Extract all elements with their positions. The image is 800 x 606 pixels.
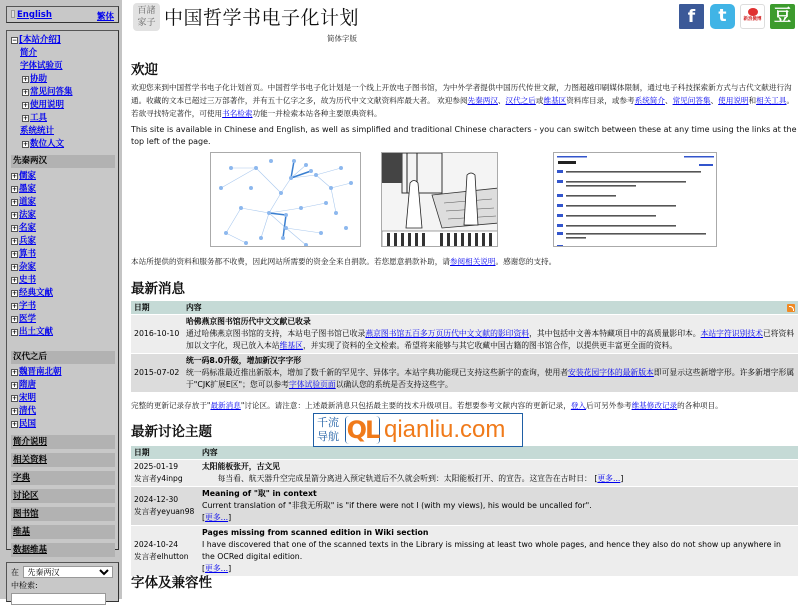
weibo-icon[interactable]: 新浪微博 bbox=[740, 4, 765, 29]
nav-link-dictionary[interactable]: 字典 bbox=[13, 473, 31, 483]
discussion-heading: 最新讨论主题 bbox=[131, 424, 212, 440]
discussion-meta: 2025-01-19 发言者y4inpg bbox=[131, 460, 199, 486]
nav-item-legalism[interactable]: 法家 bbox=[19, 210, 37, 220]
expand-icon[interactable]: + bbox=[23, 115, 29, 122]
donation-info-link[interactable]: 参阅相关说明 bbox=[449, 257, 496, 266]
nav-item-mohism[interactable]: 墨家 bbox=[19, 184, 37, 194]
expand-icon[interactable]: + bbox=[12, 303, 18, 310]
woodblock-illustration-thumbnail[interactable] bbox=[381, 152, 498, 247]
more-link[interactable]: 更多... bbox=[205, 513, 229, 522]
link-system-intro[interactable]: 系统简介 bbox=[634, 96, 665, 105]
news-title: 统一码8.0升级，增加新汉字字形 bbox=[186, 356, 302, 365]
news-date: 2016-10-10 bbox=[131, 315, 183, 353]
news-row bbox=[131, 315, 798, 353]
intro-paragraph-cn: 欢迎您来到中国哲学书电子化计划首页。中国哲学书电子化计划是一个线上开放电子图书馆，为中外学者提供中国历代传世文献，力图超越印刷媒体限制，通过电子科技探索新方式与古代文献进行沟通。收藏的文本已超过三万部著作，并有五十亿字之多，故为历代中文文献资料库最大者。 欢迎参阅先秦两汉、汉代之后或维基区资料库目录，或参考系统简介、常见问答集、使用说明和相关工具。若欲寻找特定著作，可使用书名检索功能一并检索本站各种主要原典资料。 bbox=[131, 83, 795, 118]
facebook-icon[interactable]: f bbox=[679, 4, 704, 29]
site-logo[interactable]: 百諸 家子 bbox=[133, 3, 160, 31]
column-header-content: 内容 bbox=[183, 301, 798, 314]
discussion-row bbox=[131, 526, 798, 576]
nav-item-excavated-texts[interactable]: 出土文献 bbox=[19, 327, 54, 337]
nav-item-miscellaneous[interactable]: 杂家 bbox=[19, 262, 37, 272]
nav-item-statistics[interactable]: 系统统计 bbox=[20, 126, 55, 136]
nav-item-classics[interactable]: 经典文献 bbox=[19, 288, 54, 298]
discussion-row bbox=[131, 460, 798, 486]
discussion-content: Pages missing from scanned edition in Wiki section I have discovered that one of the scanned texts in the Library is missing at least two whole pages, and hence they also do not show up anywhere in the OCRed digital edition. [更多...] bbox=[199, 526, 798, 576]
discussion-meta: 2024-12-30 发言者yeyuan98 bbox=[131, 487, 199, 525]
expand-icon[interactable]: + bbox=[12, 395, 18, 402]
nav-link-resources[interactable]: 相关资料 bbox=[13, 455, 48, 465]
nav-intro-header[interactable]: [本站介绍] bbox=[19, 35, 61, 45]
expand-icon[interactable]: + bbox=[12, 421, 18, 428]
font-test-page-link[interactable]: 字体试验页面 bbox=[288, 380, 336, 389]
expand-icon[interactable]: + bbox=[12, 369, 18, 376]
expand-icon[interactable]: + bbox=[23, 102, 29, 109]
discussion-title: Meaning of "取" in context bbox=[202, 489, 317, 498]
expand-icon[interactable]: + bbox=[12, 277, 18, 284]
nav-link-library[interactable]: 图书馆 bbox=[13, 509, 39, 519]
column-header-content: 内容 bbox=[199, 446, 798, 459]
nav-item-daoism[interactable]: 道家 bbox=[19, 197, 37, 207]
nav-item-wei-jin[interactable]: 魏晋南北朝 bbox=[19, 367, 62, 377]
column-header-date: 日期 bbox=[131, 301, 183, 314]
expand-icon[interactable]: + bbox=[12, 251, 18, 258]
news-row bbox=[131, 354, 798, 392]
nav-link-forum[interactable]: 讨论区 bbox=[13, 491, 39, 501]
nav-item-tools[interactable]: 工具 bbox=[30, 113, 48, 123]
nav-item-histories[interactable]: 史书 bbox=[19, 275, 37, 285]
login-link[interactable]: 登入 bbox=[570, 401, 587, 410]
more-link[interactable]: 更多... bbox=[205, 564, 229, 573]
douban-icon[interactable]: 豆 bbox=[770, 4, 795, 29]
expand-icon[interactable]: + bbox=[12, 290, 18, 297]
search-query-label: 中检索: bbox=[11, 581, 38, 590]
expand-icon[interactable]: + bbox=[23, 76, 29, 83]
news-table bbox=[131, 300, 798, 393]
news-content: 哈佛燕京图书馆历代中文文献已收录 通过哈佛燕京图书馆的支持，本站电子图书馆已收录燕京图书馆五百多万页历代中文文献的影印资料，其中包括中文善本特藏项目中的高质量影印本。本站字符识别技术已将资料加以文字化，现已放入本站维基区，并实现了资料的全文检索。希望将来能够与其它收藏中国古籍的图书馆合作，以提供更丰富更全面的资料。 bbox=[183, 315, 798, 353]
news-content: 统一码8.0升级，增加新汉字字形 统一码标准最近推出新版本，增加了数千新的罕见字、异体字。本站字典功能现已支持这些新字的查询，使用者安装花园字体的最新版本即可显示这些新增字形。许多新增字形属于"CJK扩展E区"；您可以参考字体试验页面以确认您的系统是否支持这些字。 bbox=[183, 354, 798, 392]
watermark-banner: 千流 导航 QL qianliu.com bbox=[313, 413, 523, 447]
nav-item-help[interactable]: 协助 bbox=[30, 74, 48, 84]
discussion-meta: 2024-10-24 发言者elhutton bbox=[131, 526, 199, 576]
edition-label: 简体字版 bbox=[327, 34, 357, 43]
nav-item-mathematics[interactable]: 算书 bbox=[19, 249, 37, 259]
search-scope-select[interactable] bbox=[23, 566, 113, 578]
nav-item-digital-humanities[interactable]: 数位人文 bbox=[30, 139, 65, 149]
discussion-title: 太阳能板张开，古文见 bbox=[202, 462, 280, 471]
news-forum-link[interactable]: 最新消息 bbox=[210, 401, 241, 410]
link-pre-qin[interactable]: 先秦两汉 bbox=[467, 96, 498, 105]
expand-icon[interactable]: + bbox=[12, 316, 18, 323]
expand-icon[interactable]: + bbox=[23, 89, 29, 96]
fonts-compatibility-heading: 字体及兼容性 bbox=[131, 575, 212, 591]
expand-icon[interactable]: + bbox=[12, 212, 18, 219]
intro-paragraph-en: This site is available in Chinese and English, as well as simplified and traditional Chinese characters - you can switch between these at any time using the links at the top left of the page. bbox=[131, 125, 797, 146]
link-wiki-area[interactable]: 维基区 bbox=[543, 96, 567, 105]
expand-icon[interactable]: + bbox=[12, 186, 18, 193]
expand-icon[interactable]: + bbox=[12, 173, 18, 180]
nav-item-medicine[interactable]: 医学 bbox=[19, 314, 37, 324]
wiki-area-link[interactable]: 维基区 bbox=[279, 341, 303, 350]
expand-icon[interactable]: + bbox=[12, 382, 18, 389]
ocr-tech-link[interactable]: 本站字符识别技术 bbox=[700, 329, 763, 338]
search-scope-prefix: 在 bbox=[11, 568, 19, 577]
sidebar bbox=[0, 0, 122, 599]
nav-item-qing[interactable]: 清代 bbox=[19, 406, 37, 416]
nav-link-data-wiki[interactable]: 数据维基 bbox=[13, 545, 48, 555]
english-link[interactable]: English bbox=[17, 10, 52, 20]
search-panel bbox=[6, 562, 119, 602]
nav-link-introduction[interactable]: 简介说明 bbox=[13, 437, 48, 447]
network-graph-thumbnail[interactable] bbox=[210, 152, 361, 247]
site-title: 中国哲学书电子化计划 bbox=[164, 7, 360, 29]
nav-item-sui-tang[interactable]: 隋唐 bbox=[19, 380, 37, 390]
watermark-url: qianliu.com bbox=[384, 416, 506, 443]
expand-icon[interactable]: + bbox=[12, 264, 18, 271]
search-input[interactable] bbox=[11, 593, 106, 605]
discussion-row bbox=[131, 487, 798, 525]
expand-icon[interactable]: + bbox=[23, 141, 29, 148]
traditional-chinese-link[interactable]: 繁体 bbox=[96, 12, 114, 22]
news-heading: 最新消息 bbox=[131, 281, 185, 297]
text-page-thumbnail[interactable] bbox=[553, 152, 717, 247]
discussion-table bbox=[131, 445, 798, 577]
link-manual[interactable]: 使用说明 bbox=[718, 96, 749, 105]
nav-item-font-test[interactable]: 字体试验页 bbox=[20, 61, 63, 71]
news-date: 2015-07-02 bbox=[131, 354, 183, 392]
nav-item-intro[interactable]: 简介 bbox=[20, 48, 38, 58]
language-switcher bbox=[6, 6, 119, 23]
nav-item-manual[interactable]: 使用说明 bbox=[30, 100, 65, 110]
rss-feed-icon[interactable] bbox=[787, 304, 795, 312]
twitter-icon[interactable]: t bbox=[710, 4, 735, 29]
column-header-date: 日期 bbox=[131, 446, 199, 459]
navigation-panel bbox=[6, 30, 119, 555]
harvard-yenching-link[interactable]: 燕京图书馆五百多万页历代中文文献的影印资料 bbox=[365, 329, 530, 338]
expand-icon[interactable]: + bbox=[12, 238, 18, 245]
nav-item-dictionaries[interactable]: 字书 bbox=[19, 301, 37, 311]
link-tools[interactable]: 相关工具 bbox=[756, 96, 787, 105]
more-link[interactable]: 更多... bbox=[597, 474, 621, 483]
nav-link-wiki[interactable]: 维基 bbox=[13, 527, 31, 537]
link-post-han[interactable]: 汉代之后 bbox=[505, 96, 536, 105]
nav-item-confucianism[interactable]: 儒家 bbox=[19, 171, 37, 181]
expand-icon[interactable]: + bbox=[12, 199, 18, 206]
wiki-changes-link[interactable]: 维基修改记录 bbox=[631, 401, 678, 410]
section-header-post-han: 汉代之后 bbox=[11, 351, 115, 364]
news-footer: 完整的更新记录存放于"最新消息"讨论区。请注意：上述最新消息只包括最主要的技术升级项目。若想要参考文献内容的更新记录，登入后可另外参考维基修改记录的各种项目。 bbox=[131, 401, 723, 410]
expand-icon[interactable]: + bbox=[12, 329, 18, 336]
nav-item-military[interactable]: 兵家 bbox=[19, 236, 37, 246]
link-title-search[interactable]: 书名检索 bbox=[222, 109, 253, 118]
collapse-icon[interactable]: − bbox=[12, 37, 18, 44]
news-title: 哈佛燕京图书馆历代中文文献已收录 bbox=[186, 317, 311, 326]
link-faq[interactable]: 常见问答集 bbox=[672, 96, 711, 105]
nav-item-school-of-names[interactable]: 名家 bbox=[19, 223, 37, 233]
discussion-content: 太阳能板张开，古文见 每当看、航天器升空完成星箭分离进入预定轨道后不久就会听到：太阳能板打开、的宣告。这宣告在古时日： [更多...] bbox=[199, 460, 798, 486]
discussion-title: Pages missing from scanned edition in Wiki section bbox=[202, 528, 429, 537]
discussion-content: Meaning of "取" in context Current translation of "非我无所取" is "if there were not I (with my views), his would be uncalled for". [更多...] bbox=[199, 487, 798, 525]
nav-item-faq[interactable]: 常见问答集 bbox=[30, 87, 73, 97]
donation-notice: 本站所提供的资料和服务都不收费，因此网站所需要的资金全来自捐款。若您愿意捐款补助，请参阅相关说明。感谢您的支持。 bbox=[131, 257, 557, 266]
hanazono-font-link[interactable]: 安装花园字体的最新版本 bbox=[568, 368, 654, 377]
nav-item-song-ming[interactable]: 宋明 bbox=[19, 393, 37, 403]
nav-item-republican[interactable]: 民国 bbox=[19, 419, 37, 429]
welcome-heading: 欢迎 bbox=[131, 62, 158, 78]
watermark-logo-icon: QL bbox=[346, 416, 379, 444]
expand-icon[interactable]: + bbox=[12, 225, 18, 232]
section-header-pre-qin: 先秦两汉 bbox=[11, 155, 115, 168]
flag-icon bbox=[11, 10, 15, 18]
expand-icon[interactable]: + bbox=[12, 408, 18, 415]
